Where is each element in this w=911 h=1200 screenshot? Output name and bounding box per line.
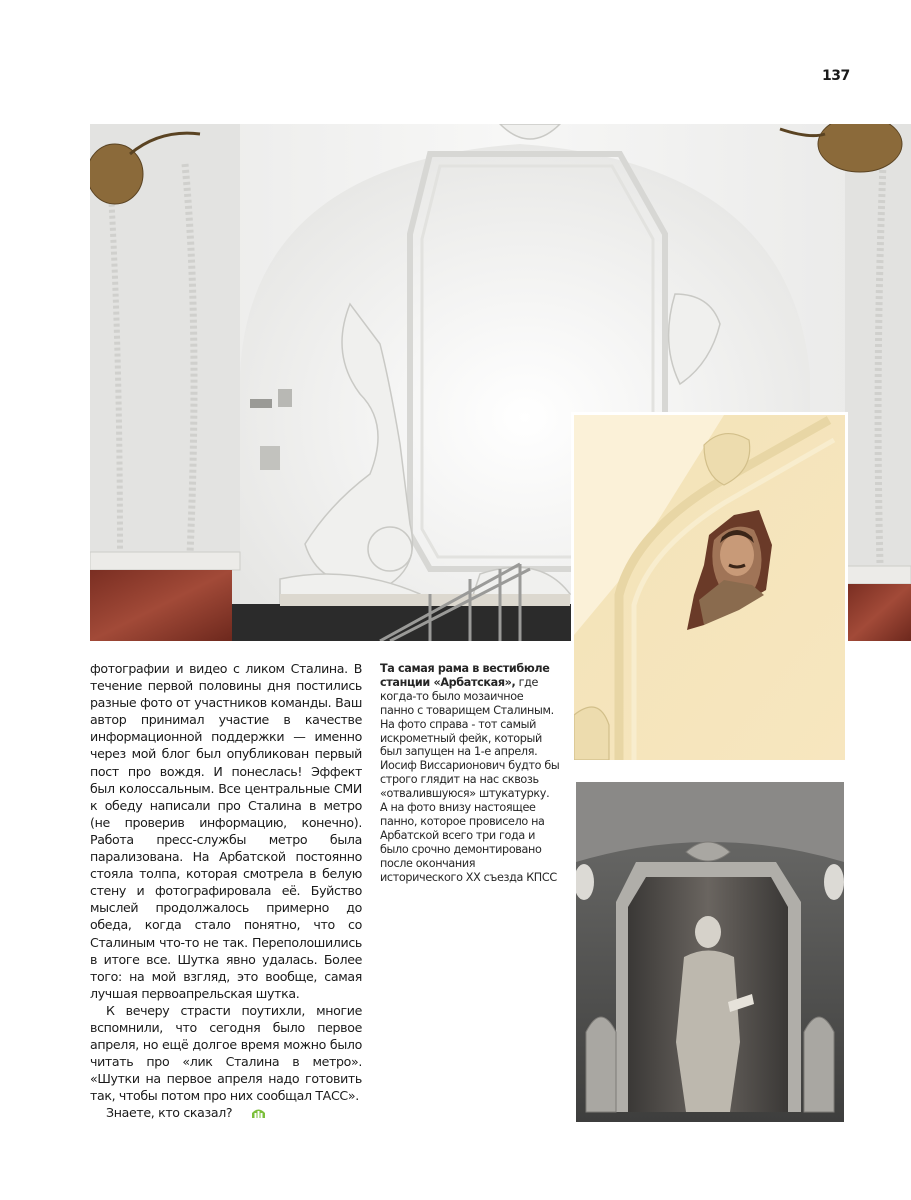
body-paragraph: фотографии и видео с ликом Сталина. В течение первой половины дня постились разные фото от участников команды. Ваш автор принимал участие в качестве информационной поддержки — именно через мой блог был опубликован первый пост про вождя. И понеслась! Эффект был колоссальным. Все центральные СМИ к обеду написали про Сталина в метро (не проверив информацию, конечно). Работа пресс-службы метро была парализована. На Арбатской постоянно стояла толпа, которая смотрела в белую стену и фотографировала её. Буйство мыслей продолжалось примерно до обеда, когда стало понятно, что со Сталиным что-то не так. Переполошились в итоге все. Шутка явно удалась. Более того: на мой взгляд, это вообще, самая лучшая первоапрельская шутка. bbox=[90, 661, 362, 1001]
caption-text: где когда-то было мозаичное панно с товарищем Сталиным. На фото справа - тот самый искрометный фейк, который был запущен на 1-е апреля. Иосиф Виссарионович будто бы строго глядит на нас сквозь «отвалившуюся» штукатурку. bbox=[380, 675, 560, 801]
article-body bbox=[90, 660, 362, 1124]
body-paragraph-final bbox=[90, 1104, 362, 1123]
caption-paragraph: А на фото внизу настоящее панно, которое провисело на Арбатской всего три года и было срочно демонтировано после окончания исторического ХХ съезда КПСС bbox=[380, 801, 557, 884]
archive-photo-mosaic-panel bbox=[576, 782, 844, 1122]
photo-caption bbox=[380, 662, 560, 885]
caption-lead: Та самая рама в вестибюле станции «Арбатская», bbox=[380, 662, 550, 689]
body-paragraph: К вечеру страсти поутихли, многие вспомнили, что сегодня было первое апреля, но ещё долгое время можно было читать про «лик Сталина в метро». «Шутки на первое апреля надо готовить так, чтобы потом про них сообщал ТАСС». bbox=[90, 1002, 362, 1104]
closing-question: Знаете, кто сказал? bbox=[106, 1105, 233, 1121]
page-number: 137 bbox=[822, 68, 850, 84]
inset-photo-fake-portrait bbox=[571, 412, 848, 763]
metro-end-mark-icon bbox=[235, 1106, 266, 1123]
caption-paragraph bbox=[380, 662, 560, 801]
